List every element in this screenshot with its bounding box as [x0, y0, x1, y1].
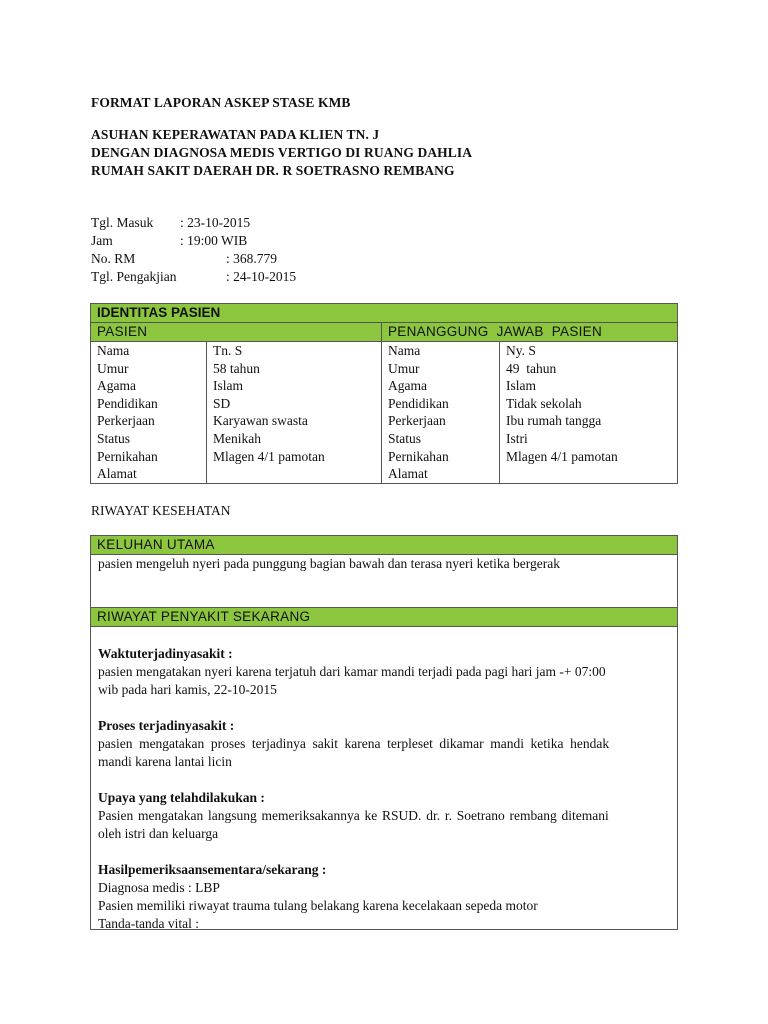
current-illness-heading: RIWAYAT PENYAKIT SEKARANG: [91, 608, 677, 627]
onset-line: wib pada hari kamis, 22-10-2015: [98, 682, 277, 697]
field-value: Menikah: [213, 430, 261, 446]
field-label: Nama: [388, 343, 421, 358]
patient-values-cell: [207, 342, 382, 484]
current-illness-box: [90, 607, 678, 930]
field-value: Mlagen 4/1 pamotan: [506, 448, 618, 464]
field-value: Karyawan swasta: [213, 413, 308, 429]
guardian-values-cell: [500, 342, 678, 484]
admission-label: Jam: [91, 233, 113, 248]
effort-label: Upaya yang telahdilakukan :: [98, 790, 265, 805]
field-label: Pendidikan: [388, 395, 449, 411]
field-value: 58 tahun: [213, 360, 260, 376]
field-label: Umur: [388, 360, 420, 376]
exam-line: Pasien memiliki riwayat trauma tulang belakang karena kecelakaan sepeda motor: [98, 898, 538, 913]
effort-line: oleh istri dan keluarga: [98, 826, 219, 841]
field-value: Ibu rumah tangga: [506, 413, 602, 429]
onset-label: Waktuterjadinyasakit :: [98, 646, 233, 661]
title-line-1: ASUHAN KEPERAWATAN PADA KLIEN TN. J: [91, 127, 380, 142]
title-line-3: RUMAH SAKIT DAERAH DR. R SOETRASNO REMBANG: [91, 163, 455, 178]
exam-label: Hasilpemeriksaansementara/sekarang :: [98, 862, 327, 877]
field-label: Pendidikan: [97, 395, 158, 411]
patient-heading: PASIEN: [91, 323, 382, 342]
onset-line: pasien mengatakan nyeri karena terjatuh dari kamar mandi terjadi pada pagi hari jam -+ 07:00: [98, 664, 606, 679]
field-label: Status: [388, 430, 422, 446]
exam-line: Tanda-tanda vital :: [98, 916, 200, 931]
field-label: Perkerjaan: [97, 413, 155, 429]
field-label: Umur: [97, 360, 129, 376]
guardian-heading: PENANGGUNG JAWAB PASIEN: [382, 323, 678, 342]
process-label: Proses terjadinyasakit :: [98, 718, 235, 733]
field-label: Status: [97, 430, 131, 446]
admission-value: : 23-10-2015: [180, 215, 251, 230]
admission-value: : 368.779: [226, 251, 278, 266]
field-label: Pernikahan: [97, 448, 158, 464]
admission-label: Tgl. Masuk: [91, 215, 154, 230]
admission-label: Tgl. Pengakjian: [91, 269, 177, 284]
admission-value: : 19:00 WIB: [180, 233, 248, 248]
field-label: Agama: [388, 378, 427, 394]
field-value: Istri: [506, 430, 528, 446]
field-value: Islam: [506, 378, 536, 394]
field-value: Tn. S: [213, 343, 243, 358]
chief-complaint-text: pasien mengeluh nyeri pada punggung bagian bawah dan terasa nyeri ketika bergerak: [98, 556, 560, 571]
field-value: Mlagen 4/1 pamotan: [213, 448, 325, 464]
field-value: Islam: [213, 378, 243, 394]
effort-line: Pasien mengatakan langsung memeriksakannya ke RSUD. dr. r. Soetrano rembang ditemani: [98, 808, 609, 823]
admission-label: No. RM: [91, 251, 136, 266]
format-title: FORMAT LAPORAN ASKEP STASE KMB: [91, 95, 351, 110]
patient-labels-cell: [91, 342, 207, 484]
history-heading: RIWAYAT KESEHATAN: [91, 503, 231, 518]
field-label: Alamat: [97, 466, 137, 482]
exam-line: Diagnosa medis : LBP: [98, 880, 220, 895]
field-value: 49 tahun: [506, 360, 557, 376]
process-line: pasien mengatakan proses terjadinya sakit karena terpleset dikamar mandi ketika hendak: [98, 736, 610, 751]
field-value: Tidak sekolah: [506, 395, 582, 411]
guardian-labels-cell: [382, 342, 500, 484]
chief-complaint-heading: KELUHAN UTAMA: [91, 536, 677, 555]
field-label: Nama: [97, 343, 130, 358]
identity-heading: IDENTITAS PASIEN: [91, 304, 678, 323]
field-label: Pernikahan: [388, 448, 449, 464]
field-label: Alamat: [388, 466, 428, 482]
chief-complaint-box: [90, 535, 678, 608]
field-value: SD: [213, 395, 231, 411]
title-line-2: DENGAN DIAGNOSA MEDIS VERTIGO DI RUANG DAHLIA: [91, 145, 473, 160]
admission-value: : 24-10-2015: [226, 269, 297, 284]
field-label: Agama: [97, 378, 136, 394]
field-label: Perkerjaan: [388, 413, 446, 429]
field-value: Ny. S: [506, 343, 536, 358]
process-line: mandi karena lantai licin: [98, 754, 232, 769]
identity-table: [90, 303, 678, 484]
